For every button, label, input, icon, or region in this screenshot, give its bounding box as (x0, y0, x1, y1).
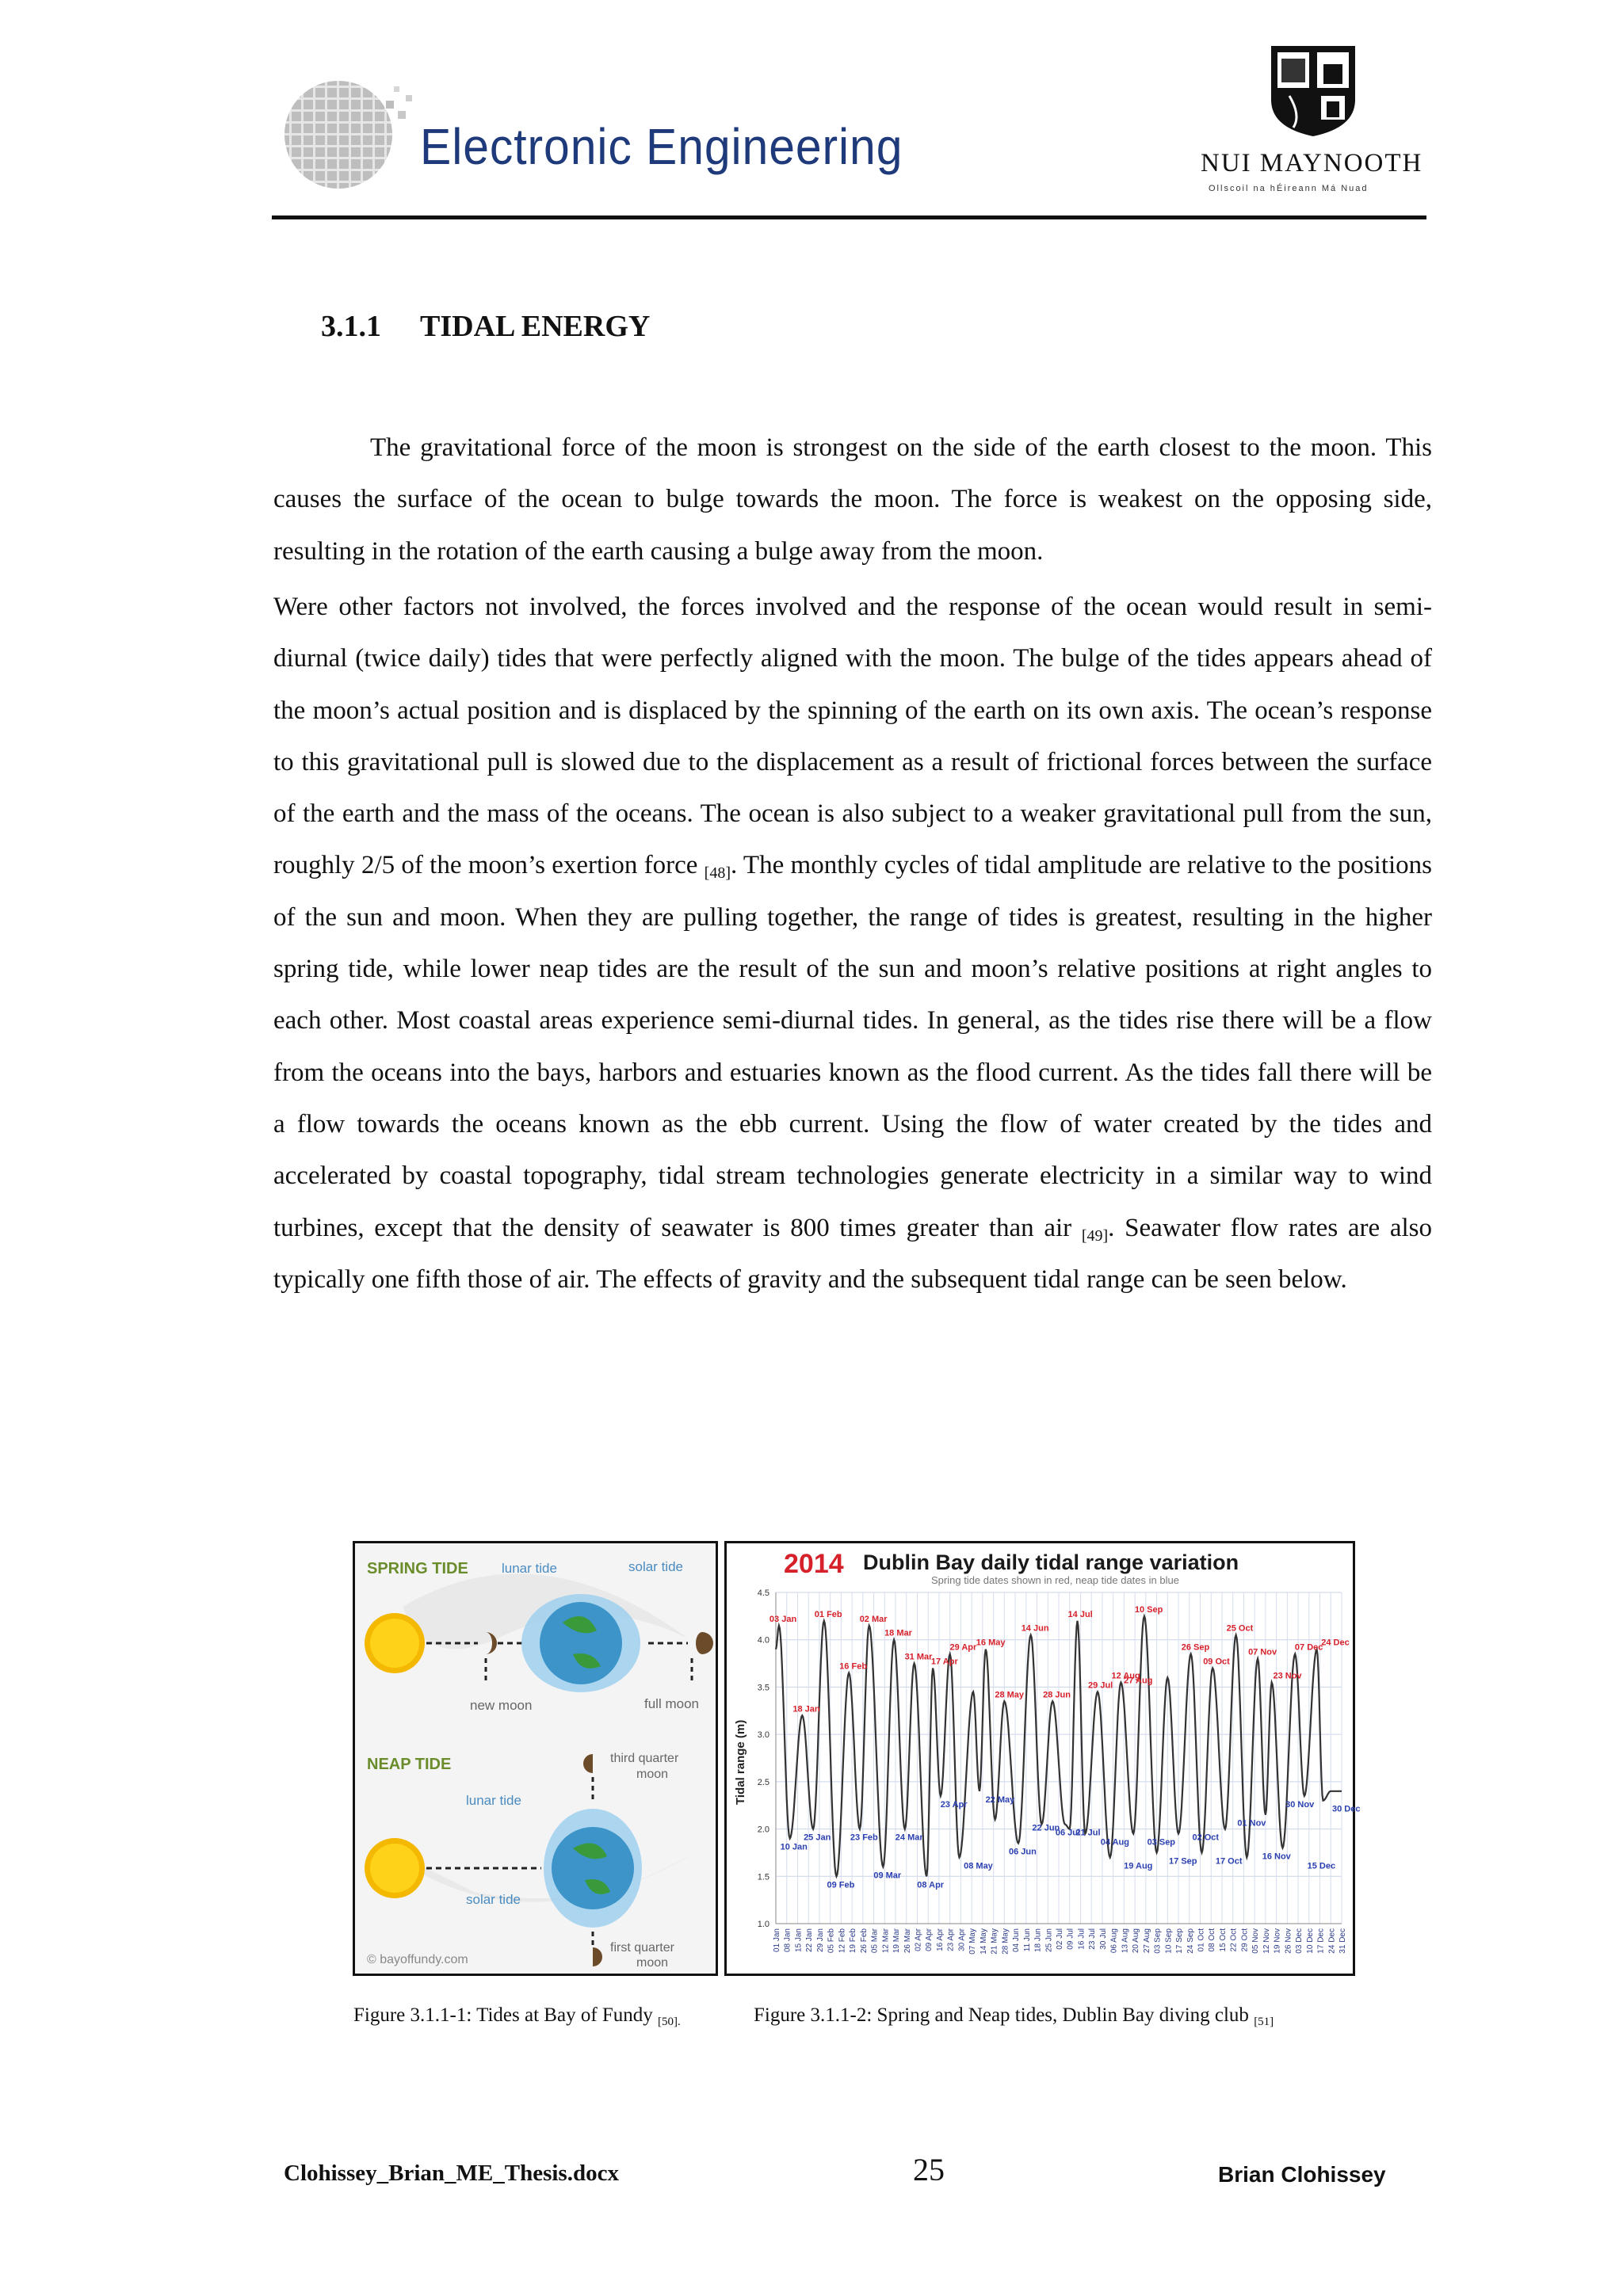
first-quarter-moon-word: moon (636, 1956, 669, 1970)
x-tick-label: 26 Nov (1284, 1928, 1293, 1954)
neap-tide-date-label: 30 Nov (1285, 1799, 1315, 1810)
x-tick-label: 01 Oct (1197, 1928, 1206, 1952)
new-moon-label: new moon (470, 1698, 533, 1713)
spring-tide-date-label: 03 Jan (769, 1614, 797, 1624)
chart-year: 2014 (784, 1549, 844, 1579)
logo-text: Electronic Engineering (420, 118, 903, 175)
neap-tide-date-label: 16 Nov (1262, 1852, 1291, 1862)
neap-tide-date-label: 23 Apr (940, 1799, 968, 1810)
x-tick-label: 02 Apr (914, 1928, 923, 1951)
electronic-engineering-logo-icon (279, 75, 422, 194)
third-quarter-label: third quarter (610, 1752, 679, 1765)
x-tick-label: 08 Jan (783, 1928, 792, 1953)
figure-bay-of-fundy (353, 1541, 718, 1976)
spring-tide-date-label: 31 Mar (904, 1652, 933, 1662)
x-tick-label: 20 Aug (1132, 1928, 1141, 1954)
first-quarter-label: first quarter (610, 1941, 674, 1955)
x-tick-label: 05 Mar (870, 1928, 880, 1954)
neap-tide-date-label: 24 Mar (895, 1833, 923, 1843)
y-tick-label: 4.5 (757, 1589, 769, 1598)
x-tick-label: 02 Jul (1056, 1928, 1064, 1950)
neap-tide-date-label: 17 Sep (1169, 1856, 1197, 1867)
spring-tide-date-label: 07 Nov (1248, 1647, 1277, 1657)
spring-lunar-tide-label: lunar tide (502, 1561, 557, 1576)
figure-1-caption-text: Figure 3.1.1-1: Tides at Bay of Fundy (353, 2004, 659, 2026)
citation-51: [51] (1254, 2016, 1274, 2028)
x-tick-label: 18 Jun (1033, 1928, 1043, 1953)
y-tick-label: 3.0 (757, 1730, 769, 1741)
neap-tide-date-label: 23 Feb (850, 1833, 878, 1843)
earth-icon (540, 1602, 622, 1684)
x-tick-label: 19 Feb (849, 1928, 858, 1954)
section-heading (321, 309, 650, 344)
y-tick-label: 4.0 (757, 1635, 769, 1646)
x-tick-label: 09 Apr (925, 1928, 934, 1951)
x-tick-label: 10 Dec (1305, 1928, 1315, 1954)
spring-solar-tide-label: solar tide (628, 1559, 683, 1574)
tidal-range-chart (727, 1543, 1361, 1974)
neap-tide-date-label: 09 Mar (873, 1871, 902, 1881)
neap-tide-date-label: 30 Dec (1332, 1804, 1361, 1814)
x-tick-label: 29 Oct (1240, 1928, 1250, 1952)
neap-tide-date-label: 06 Jun (1009, 1847, 1037, 1857)
spring-tide-date-label: 16 Feb (839, 1661, 868, 1672)
x-tick-label: 12 Feb (838, 1928, 847, 1954)
third-quarter-moon-word: moon (636, 1768, 669, 1781)
x-tick-label: 13 Aug (1121, 1928, 1130, 1954)
x-tick-label: 21 May (990, 1928, 999, 1955)
header-divider (272, 215, 1426, 219)
x-tick-label: 12 Nov (1262, 1928, 1271, 1954)
section-title: TIDAL ENERGY (420, 310, 651, 343)
y-tick-label: 1.5 (757, 1872, 769, 1882)
neap-tide-date-label: 04 Aug (1100, 1837, 1129, 1848)
figure-2-caption (754, 2004, 1274, 2027)
spring-tide-date-label: 28 May (995, 1690, 1025, 1700)
neap-tide-title: NEAP TIDE (367, 1756, 452, 1773)
y-tick-label: 3.5 (757, 1683, 769, 1693)
spring-tide-date-label: 27 Aug (1124, 1676, 1153, 1686)
neap-tide-date-label: 06 Jul (1055, 1828, 1081, 1838)
spring-tide-date-label: 12 Aug (1111, 1671, 1140, 1681)
neap-tide-date-label: 08 Apr (917, 1880, 945, 1890)
spring-tide-date-label: 29 Jul (1088, 1680, 1113, 1691)
bay-of-fundy-credit: © bayoffundy.com (367, 1953, 468, 1966)
full-moon-label: full moon (644, 1696, 699, 1711)
x-tick-label: 06 Aug (1109, 1928, 1119, 1954)
neap-tide-date-label: 01 Nov (1237, 1818, 1266, 1829)
x-tick-label: 27 Aug (1142, 1928, 1151, 1954)
x-tick-label: 28 May (1001, 1928, 1010, 1955)
x-tick-label: 16 Apr (935, 1928, 945, 1951)
x-tick-label: 09 Jul (1066, 1928, 1075, 1950)
x-tick-label: 03 Dec (1295, 1928, 1304, 1954)
x-tick-label: 14 May (979, 1928, 988, 1955)
paragraph-2-text-c: . Seawater flow rates are also typically one fifth those of air. The effects of gravity and the subsequent tidal range can be seen below. (273, 1213, 1432, 1294)
earth-icon-neap (552, 1827, 634, 1909)
x-tick-label: 03 Sep (1153, 1928, 1163, 1954)
page-number: 25 (913, 2152, 945, 2187)
x-tick-label: 24 Sep (1186, 1928, 1195, 1954)
x-tick-label: 30 Apr (957, 1928, 967, 1951)
x-tick-label: 29 Jan (815, 1928, 825, 1953)
neap-solar-tide-label: solar tide (466, 1892, 521, 1907)
x-tick-label: 22 Jan (805, 1928, 815, 1953)
spring-tide-date-label: 16 May (976, 1638, 1006, 1648)
paragraph-2 (273, 582, 1432, 1306)
x-tick-label: 23 Jul (1088, 1928, 1098, 1950)
chart-title: Dublin Bay daily tidal range variation (863, 1550, 1239, 1574)
neap-tide-date-label: 22 May (985, 1794, 1015, 1805)
university-name: NUI MAYNOOTH (1201, 149, 1423, 177)
spring-tide-date-label: 14 Jun (1021, 1623, 1049, 1634)
x-tick-label: 26 Mar (903, 1928, 912, 1954)
neap-tide-date-label: 03 Sep (1147, 1837, 1176, 1848)
x-tick-label: 15 Oct (1218, 1928, 1228, 1952)
citation-49: [49] (1081, 1226, 1109, 1245)
paragraph-1: The gravitational force of the moon is strongest on the side of the earth closest to the moon. This causes the surface of the ocean to bulge towards the moon. The force is weakest on the opposing side, resulting in the rotation of the earth causing a bulge away from the moon. (273, 433, 1432, 566)
spring-tide-date-label: 23 Nov (1273, 1671, 1302, 1681)
spring-tide-date-label: 24 Dec (1321, 1638, 1350, 1648)
spring-tide-date-label: 28 Jun (1043, 1690, 1071, 1700)
y-tick-label: 1.0 (757, 1920, 769, 1929)
spring-tide-date-label: 25 Oct (1226, 1623, 1254, 1634)
neap-tide-date-label: 17 Oct (1215, 1856, 1243, 1867)
x-tick-label: 08 Oct (1208, 1928, 1217, 1952)
paragraph-2-text-b: . The monthly cycles of tidal amplitude are relative to the positions of the sun and moon. When they are pulling together, the range of tides is greatest, resulting in the higher spring tide, while lower neap tides are the result of the sun and moon’s relative positions at right angles to each other. Most coastal areas experience semi-diurnal tides. In general, as the tides rise there will be a flow from the oceans into the bays, harbors and estuaries known as the flood current. As the tides fall there will be a flow towards the oceans known as the ebb current. Using the flow of water created by the tides and accelerated by coastal topography, tidal stream technologies generate electricity in a similar way to wind turbines, except that the density of seawater is 800 times greater than air (273, 851, 1433, 1242)
x-tick-label: 17 Sep (1175, 1928, 1185, 1954)
y-axis-label: Tidal range (m) (734, 1719, 747, 1805)
university-subtitle: Ollscoil na hÉireann Má Nuad (1209, 184, 1369, 193)
x-tick-label: 04 Jun (1012, 1928, 1022, 1953)
x-tick-label: 07 May (968, 1928, 978, 1955)
x-tick-label: 23 Apr (946, 1928, 956, 1951)
spring-tide-date-label: 17 Apr (930, 1657, 958, 1667)
x-tick-label: 19 Nov (1273, 1928, 1282, 1954)
x-tick-label: 15 Jan (794, 1928, 804, 1953)
spring-tide-title: SPRING TIDE (367, 1560, 468, 1577)
x-tick-label: 30 Jul (1098, 1928, 1108, 1950)
y-tick-label: 2.0 (757, 1825, 769, 1835)
spring-tide-date-label: 14 Jul (1067, 1609, 1093, 1619)
spring-tide-date-label: 09 Oct (1203, 1657, 1230, 1667)
x-tick-label: 22 Oct (1229, 1928, 1239, 1952)
neap-tide-date-label: 25 Jan (804, 1833, 831, 1843)
neap-tide-date-label: 21 Jul (1075, 1828, 1101, 1838)
neap-lunar-tide-label: lunar tide (466, 1793, 521, 1808)
figure-2-caption-text: Figure 3.1.1-2: Spring and Neap tides, Dublin Bay diving club (754, 2004, 1254, 2026)
citation-48: [48] (704, 864, 731, 883)
x-tick-label: 10 Sep (1164, 1928, 1174, 1954)
spring-tide-date-label: 29 Apr (949, 1642, 977, 1653)
x-tick-label: 01 Jan (773, 1928, 781, 1953)
neap-tide-date-label: 08 May (964, 1861, 993, 1871)
figure-dublin-bay-tidal-chart (724, 1541, 1361, 1976)
x-tick-label: 16 Jul (1077, 1928, 1086, 1950)
spring-tide-date-label: 02 Mar (859, 1614, 888, 1624)
x-tick-label: 17 Dec (1316, 1928, 1326, 1954)
x-tick-label: 05 Nov (1251, 1928, 1261, 1954)
x-tick-label: 25 Jun (1044, 1928, 1054, 1953)
spring-tide-date-label: 01 Feb (814, 1609, 842, 1619)
x-tick-label: 05 Feb (827, 1928, 836, 1954)
spring-tide-date-label: 18 Jan (792, 1704, 820, 1714)
section-number: 3.1.1 (321, 310, 381, 343)
citation-50: [50]. (658, 2016, 681, 2028)
spring-tide-date-label: 07 Dec (1294, 1642, 1323, 1653)
spring-tide-date-label: 10 Sep (1134, 1604, 1163, 1615)
neap-tide-date-label: 22 Jun (1032, 1823, 1060, 1833)
neap-tide-date-label: 09 Feb (827, 1880, 855, 1890)
x-tick-label: 11 Jun (1022, 1928, 1032, 1952)
neap-tide-date-label: 19 Aug (1124, 1861, 1153, 1871)
spring-tide-date-label: 26 Sep (1181, 1642, 1210, 1653)
nui-maynooth-crest-icon (1270, 44, 1357, 138)
y-tick-label: 2.5 (757, 1777, 769, 1787)
neap-tide-date-label: 15 Dec (1307, 1861, 1336, 1871)
x-tick-label: 12 Mar (881, 1928, 891, 1954)
x-tick-label: 24 Dec (1327, 1928, 1337, 1954)
spring-tide-date-label: 18 Mar (884, 1628, 912, 1638)
footer-filename: Clohissey_Brian_ME_Thesis.docx (284, 2161, 619, 2186)
chart-subtitle: Spring tide dates shown in red, neap tide dates in blue (931, 1574, 1179, 1586)
x-tick-label: 26 Feb (859, 1928, 869, 1954)
footer-author: Brian Clohissey (1218, 2162, 1386, 2187)
neap-tide-date-label: 10 Jan (780, 1842, 808, 1852)
figure-1-caption (353, 2004, 681, 2027)
x-tick-label: 19 Mar (892, 1928, 902, 1954)
x-tick-label: 31 Dec (1338, 1928, 1347, 1954)
paragraph-2-text-a: Were other factors not involved, the forces involved and the response of the ocean would result in semi-diurnal (twice daily) tides that were perfectly aligned with the moon. The bulge of the tides appears ahead of the moon’s actual position and is displaced by the spinning of the earth on its own axis. The ocean’s response to this gravitational pull is slowed due to the displacement as a result of frictional forces between the surface of the earth and the mass of the oceans. The ocean is also subject to a weaker gravitational pull from the sun, roughly 2/5 of the moon’s exertion force (273, 593, 1432, 880)
neap-tide-date-label: 02 Oct (1192, 1833, 1220, 1843)
